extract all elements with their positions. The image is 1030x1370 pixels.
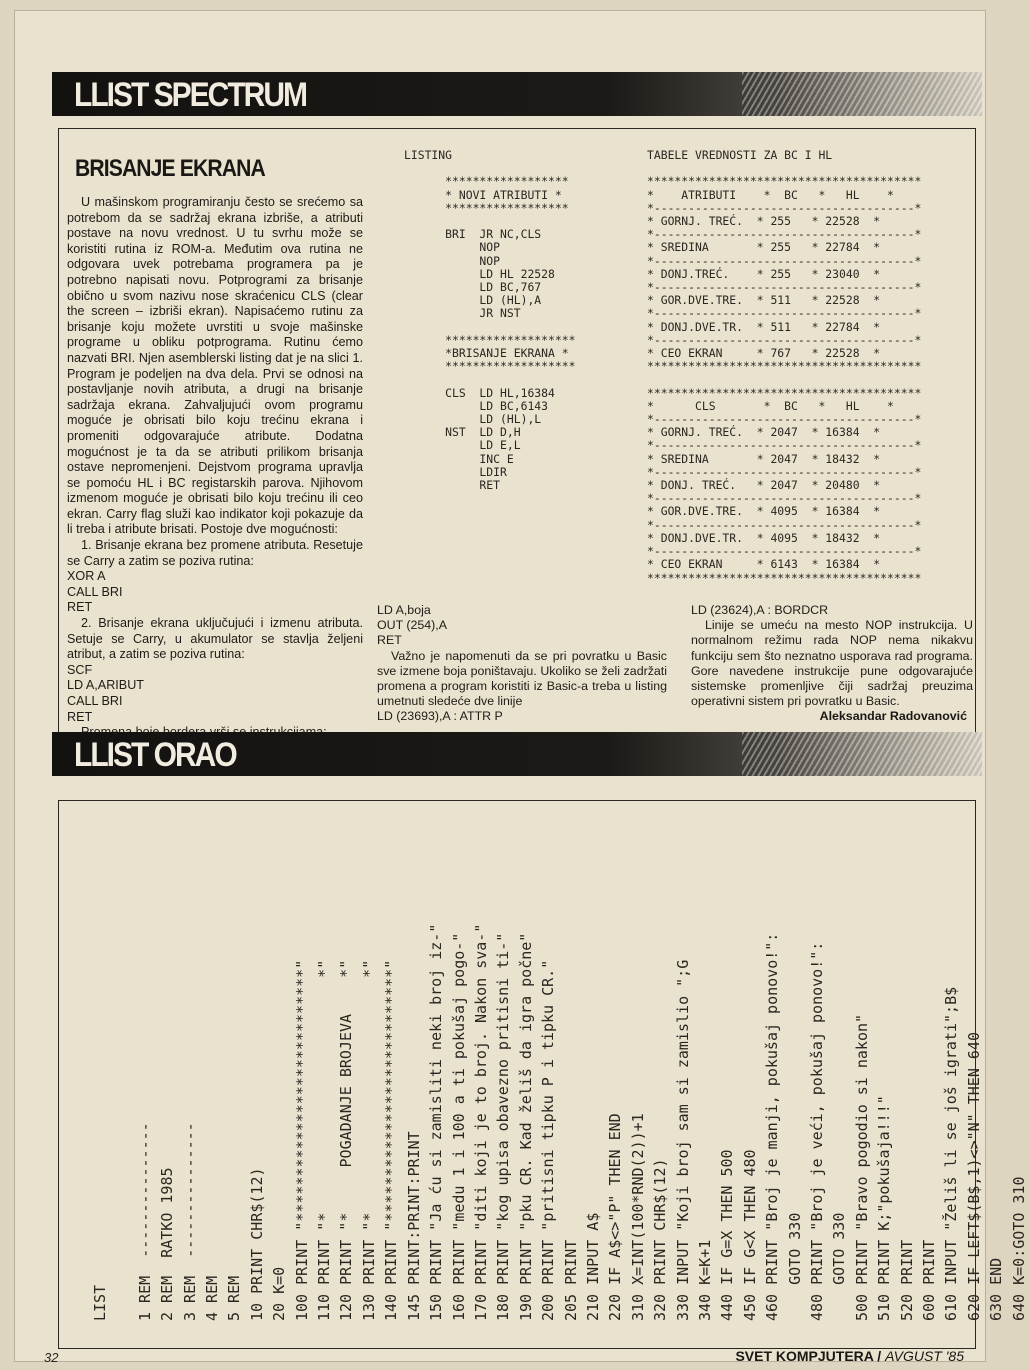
article-box-spectrum xyxy=(58,128,976,735)
header-texture xyxy=(742,732,982,776)
code-snippet: LD (23693),A : ATTR P xyxy=(377,709,503,724)
article-column-2 xyxy=(377,603,667,725)
magazine-page xyxy=(14,10,1028,1365)
article-paragraph: Linije se umeću na mesto NOP instrukcija. U normalnom režimu rada NOP nema nikakvu funkciju sem što neznatno usporava rad programa. Gore navedene instrukcije pune odgovarajuće sistemske promenljive čiji sadržaj preuzima operativni sistem pri povratku u Basic. xyxy=(691,618,973,709)
article-paragraph: Važno je napomenuti da se pri povratku u Basic sve izmene boja poništavaju. Ukoliko se želi zadržati promena a program koristiti iz Basic-a treba u listing umetnuti sledeće dve linije xyxy=(377,648,667,709)
article-paragraph: 1. Brisanje ekrana bez promene atributa. Resetuje se Carry a zatim se poziva rutina: xyxy=(67,538,363,568)
article-headline: BRISANJE EKRANA xyxy=(75,155,265,182)
article-paragraph: U mašinskom programiranju često se srećemo sa potrebom da se sadržaj ekrana izbriše, a atributi postave na novu vrednost. U tu svrhu može se koristiti rutina iz ROM-a. Međutim ova rutina ne odgovara uvek potrebama programera pa je potrebno napisati novu. Potprogrami za brisanje obično u svom nazivu nose skraćenicu CLS (clear the screen – izbriši ekran). Napisaćemo rutinu za brisanje koju možete uvrstiti u svoje mašinske programe u obliku potprograma. Rutinu ćemo nazvati BRI. Njen asemblerski listing dat je na slici 1. Program je podeljen na dva dela. Prvi se odnosi na postavljanje novih atributa, a drugi na brisanje sadržaja ekrana. Zahvaljujući ovom programu moguće je obrisati bilo koju trećinu ekrana i promeniti odgovarajuće atribute. Dodatna mogućnost je ta da se atributi prilikom brisanja ostave nepromenjeni. Dejstvom programa upravlja se pomoću HL i BC registarskih parova. Njihovom izmenom moguće je obrisati bilo koju trećinu ili ceo ekran. Carry flag služi kao indikator koji pokazuje da li treba i atribute brisati. Postoje dve mogućnosti: xyxy=(67,195,363,537)
header-texture xyxy=(742,72,982,116)
code-snippet: SCF LD A,ARIBUT CALL BRI RET xyxy=(67,662,144,724)
section-title: LLIST ORAO xyxy=(74,736,236,774)
article-paragraph: 2. Brisanje ekrana uključujući i izmenu atributa. Setuje se Carry, u akumulator se stavlja željeni atribut, a zatim se poziva rutina: xyxy=(67,616,363,662)
value-tables: TABELE VREDNOSTI ZA BC I HL **************************************** * ATRIBUTI * BC * HL * *--------------------------------------* * GORNJ. TREĆ. * 255 * 22528 * *--------------------------------------* * SREDINA * 255 * 22784 * *--------------------------------------* * DONJ.TREĆ. * 255 * 23040 * *--------------------------------------* * GOR.DVE.TRE. * 511 * 22528 * *--------------------------------------* * DONJ.DVE.TR. * 511 * 22784 * *--------------------------------------* * CEO EKRAN * 767 * 22528 * **************************************** **************************************** * CLS * BC * HL * *--------------------------------------* * GORNJ. TREĆ. * 2047 * 16384 * *--------------------------------------* * SREDINA * 2047 * 18432 * *--------------------------------------* * DONJ. TREĆ. * 2047 * 20480 * *--------------------------------------* * GOR.DVE.TRE. * 4095 * 16384 * *--------------------------------------* * DONJ.DVE.TR. * 4095 * 18432 * *--------------------------------------* * CEO EKRAN * 6143 * 16384 * **************************************** xyxy=(647,148,922,585)
article-column-3 xyxy=(691,603,973,709)
footer-separator: / xyxy=(877,1348,882,1364)
code-snippet: LD (23624),A : BORDCR xyxy=(691,603,829,617)
issue-date: AVGUST '85 xyxy=(885,1348,964,1364)
program-listing-box xyxy=(58,800,1028,1349)
section-header-orao xyxy=(52,732,982,776)
section-header-spectrum xyxy=(52,72,982,116)
magazine-name: SVET KOMPJUTERA xyxy=(735,1348,874,1364)
assembler-listing: LISTING ****************** * NOVI ATRIBUTI * ****************** BRI JR NC,CLS NOP NOP LD HL 22528 LD BC,767 LD (HL),A JR NST ******************* *BRISANJE EKRANA * ******************* CLS LD HL,16384 LD BC,6143 LD (HL),L NST LD D,H LD E,L INC E LDIR RET xyxy=(404,148,576,493)
basic-program-listing: LIST 1 REM --------------- 2 REM RATKO 1985 3 REM --------------- 4 REM 5 REM 10 PRINT CHR$(12) 20 K=0 100 PRINT "****************************" 110 PRINT "* *" 120 PRINT "* POGADANJE BROJEVA *" 130 PRINT "* *" 140 PRINT "****************************" 145 PRINT:PRINT:PRINT 150 PRINT "Ja ću si zamisliti neki broj iz-" 160 PRINT "medu 1 i 100 a ti pokušaj pogo-" 170 PRINT "diti koji je to broj. Nakon sva-" 180 PRINT "kog upisa obavezno pritisni ti-" 190 PRINT "pku CR. Kad želiš da igra počne" 200 PRINT "pritisni tipku P i tipku CR." 205 PRINT 210 INPUT A$ 220 IF A$<>"P" THEN END 310 X=INT(100*RND(2))+1 320 PRINT CHR$(12) 330 INPUT "Koji broj sam si zamislio ";G 340 K=K+1 440 IF G=X THEN 500 450 IF G<X THEN 480 460 PRINT "Broj je manji, pokušaj ponovo!": GOTO 330 480 PRINT "Broj je veći, pokušaj ponovo!": GOTO 330 500 PRINT "Bravo pogodio si nakon" 510 PRINT K;"pokušaja!!!" 520 PRINT 600 PRINT 610 INPUT "Želiš li se još igrati";B$ 620 IF LEFT$(B$,1)<>"N" THEN 640 630 END 640 K=0:GOTO 310 xyxy=(91,923,1028,1321)
page-footer xyxy=(735,1348,964,1364)
page-number: 32 xyxy=(44,1350,59,1365)
code-snippet: XOR A CALL BRI RET xyxy=(67,569,123,615)
section-title: LLIST SPECTRUM xyxy=(74,76,306,114)
code-snippet: LD A,boja OUT (254),A RET xyxy=(377,603,448,648)
article-author: Aleksandar Radovanović xyxy=(819,709,967,723)
article-body xyxy=(67,195,363,741)
